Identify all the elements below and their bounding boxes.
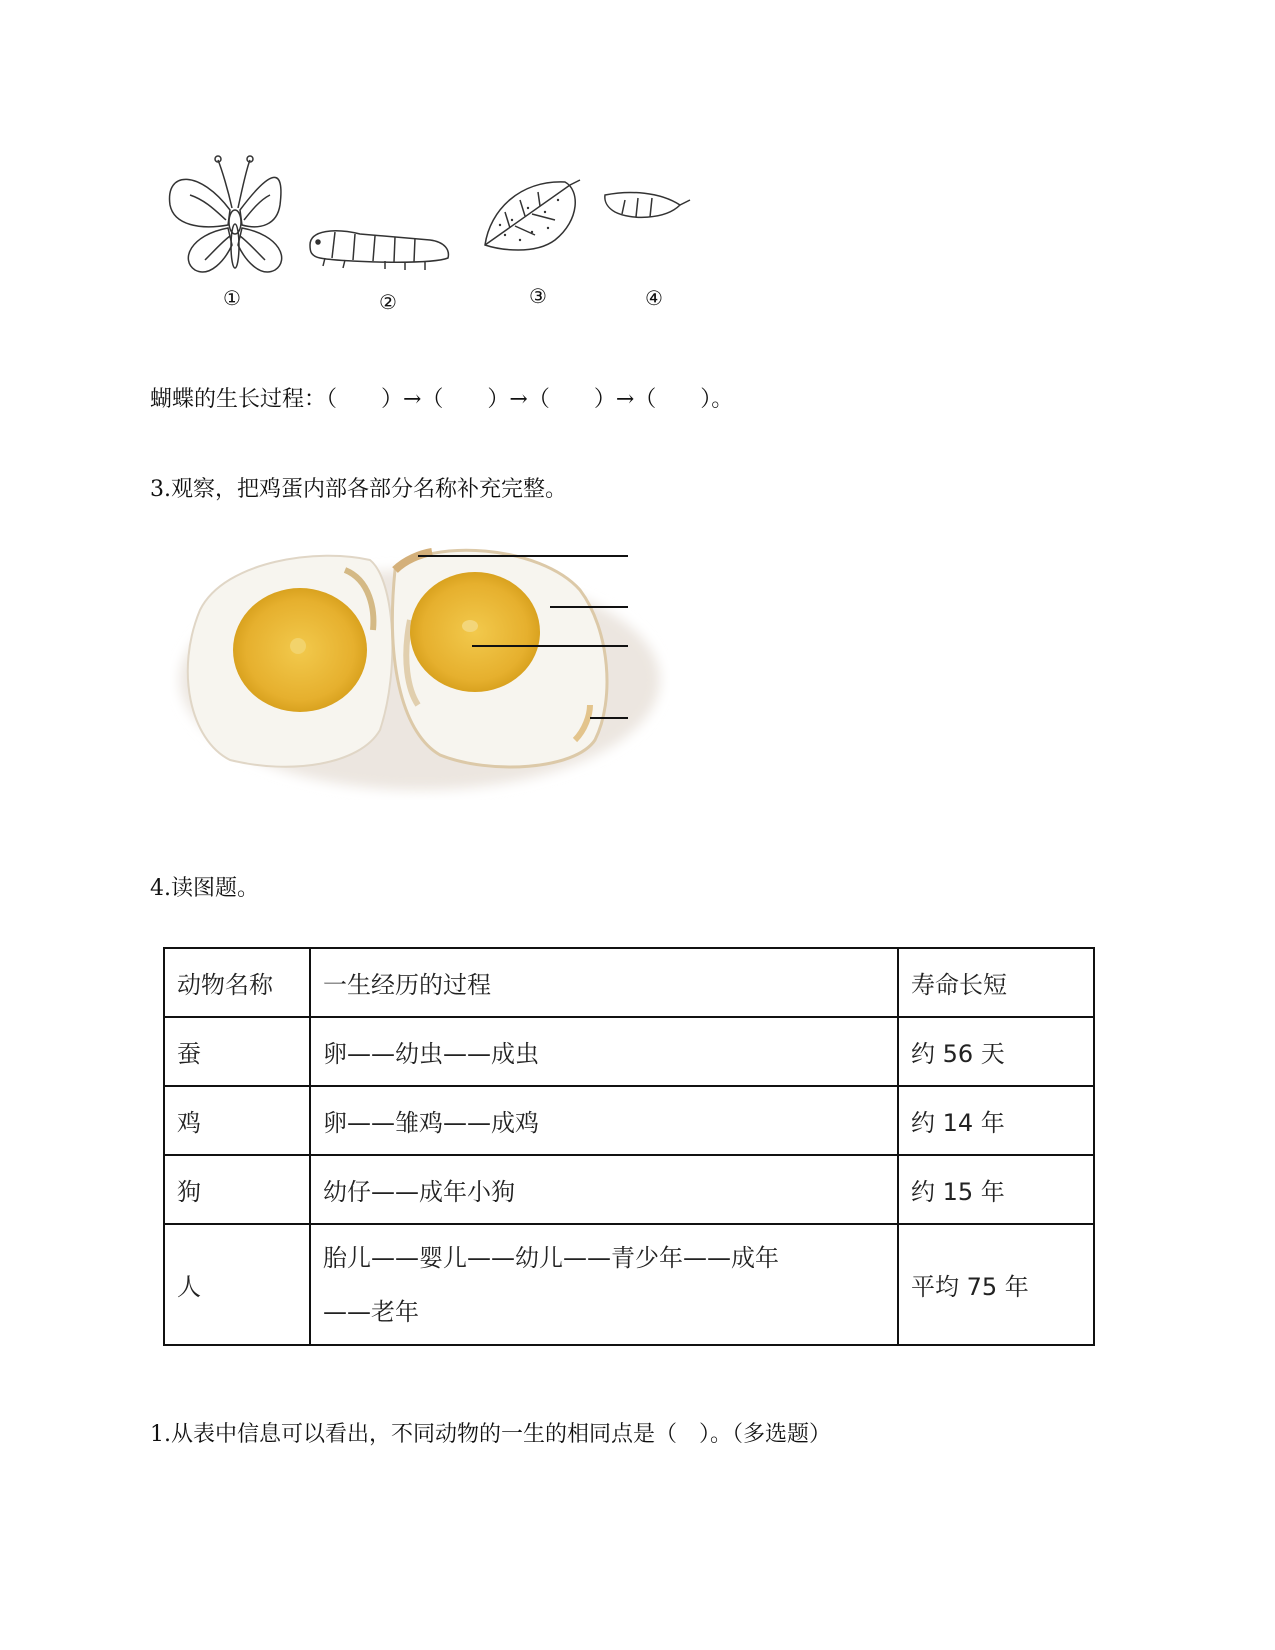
header-lifespan: 寿命长短: [898, 948, 1094, 1017]
table-row: [164, 1017, 1094, 1086]
table-row: [164, 1086, 1094, 1155]
pupa-icon: [605, 192, 690, 217]
sub-question-1: 1.从表中信息可以看出，不同动物的一生的相同点是（ ）。（多选题）: [150, 1422, 831, 1447]
egg-drawing: [170, 540, 670, 800]
cell-process-line-2: ——老年: [323, 1297, 419, 1326]
cell-process: 卵——幼虫——成虫: [310, 1017, 898, 1086]
cell-process: [310, 1224, 898, 1345]
cell-animal: 鸡: [164, 1086, 310, 1155]
cell-process: 卵——雏鸡——成鸡: [310, 1086, 898, 1155]
cell-lifespan: 约 56 天: [898, 1017, 1094, 1086]
cell-animal: 狗: [164, 1155, 310, 1224]
figure-label-4: ④: [645, 286, 663, 310]
table-row: [164, 1155, 1094, 1224]
figure-label-2: ②: [379, 290, 397, 314]
egg-left-half: [188, 556, 393, 767]
cell-process-line-1: 胎儿——婴儿——幼儿——青少年——成年: [323, 1243, 779, 1272]
question-4-title: 4.读图题。: [150, 876, 259, 901]
figure-label-3: ③: [529, 284, 547, 308]
cell-lifespan: 平均 75 年: [898, 1224, 1094, 1345]
egg-right-half: [392, 550, 607, 767]
leaf-with-eggs-icon: [485, 180, 580, 250]
cell-animal: 蚕: [164, 1017, 310, 1086]
figure-label-1: ①: [223, 286, 241, 310]
animal-life-table: [163, 947, 1095, 1346]
egg-cross-section-image: [170, 540, 670, 800]
cell-lifespan: 约 14 年: [898, 1086, 1094, 1155]
table-row: [164, 1224, 1094, 1345]
caterpillar-icon: [310, 231, 448, 270]
header-process: 一生经历的过程: [310, 948, 898, 1017]
butterfly-icon: [170, 156, 282, 272]
cell-lifespan: 约 15 年: [898, 1155, 1094, 1224]
header-animal: 动物名称: [164, 948, 310, 1017]
question-3-title: 3.观察，把鸡蛋内部各部分名称补充完整。: [150, 477, 567, 502]
cell-process: 幼仔——成年小狗: [310, 1155, 898, 1224]
table-header-row: [164, 948, 1094, 1017]
butterfly-question: 蝴蝶的生长过程：（ ）→（ ）→（ ）→（ ）。: [150, 387, 734, 412]
cell-animal: 人: [164, 1224, 310, 1345]
